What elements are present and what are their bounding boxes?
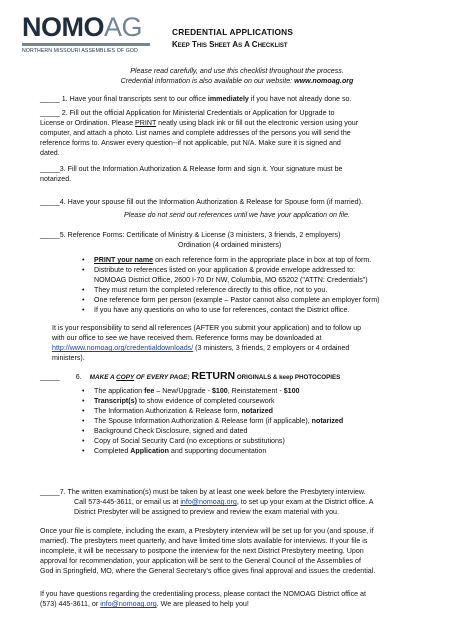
- contact-email-link[interactable]: info@nomoag.org: [100, 600, 157, 608]
- bullet-text: One reference form per person (example – Pastor cannot also complete an employer form): [94, 296, 380, 304]
- email-link[interactable]: info@nomoag.org: [180, 498, 237, 506]
- closing-line-1: Once your file is complete, including the exam, a Presbytery interview will be set up for you (and spouse, if: [40, 527, 374, 535]
- reference-bullet: [94, 265, 355, 276]
- bullet-text: They must return the completed reference directly to this office, not to you.: [94, 286, 328, 294]
- item-3-line-2: notarized.: [40, 175, 72, 183]
- bullet-text: The Information Authorization & Release form,: [94, 407, 242, 415]
- item-7-text: , to set up your exam at the District office. A: [236, 498, 374, 506]
- nomoag-logo: [22, 14, 158, 54]
- fee-amount-new: $100: [211, 387, 228, 395]
- closing-line-3: incomplete, it will be necessary to postpone the interview for the next District Presbytery meeting. Upon: [40, 547, 364, 555]
- item-6-copy: COPY: [116, 374, 135, 381]
- checkbox-blank[interactable]: _____: [40, 231, 60, 239]
- logo-word-main: NOMO: [22, 12, 104, 42]
- return-bullet: [94, 406, 273, 417]
- logo-tagline: NORTHERN MISSOURI ASSEMBLIES OF GOD: [22, 48, 138, 54]
- checkbox-blank[interactable]: _____: [40, 488, 60, 496]
- item-2-text: License or Ordination. Please: [40, 119, 136, 127]
- item-6-make: MAKE A: [89, 374, 117, 381]
- bullet-text: The Spouse Information Authorization & Release form (if applicable),: [94, 417, 312, 425]
- reference-bullet: [94, 255, 371, 266]
- item-4: [40, 197, 363, 208]
- contact-line-1: If you have questions regarding the credentialing process, please contact the NOMOAG District office at: [40, 590, 366, 598]
- checkbox-blank[interactable]: _____: [40, 198, 60, 206]
- item-2-text: 2. Fill out the official Application for Ministerial Credentials or Application for Upgrade to: [59, 109, 335, 117]
- item-2-line-2: [40, 118, 358, 129]
- item-4-text: 4. Have your spouse fill out the Information Authorization & Release for Spouse form (if married).: [59, 198, 363, 206]
- return-bullet: [94, 426, 247, 437]
- item-6-rest: ORIGINALS & keep PHOTOCOPIES: [235, 374, 341, 381]
- page-subtitle: Keep This Sheet As A Checklist: [172, 40, 288, 49]
- credential-downloads-link[interactable]: http://www.nomoag.org/credentialdownloads/: [52, 344, 194, 352]
- item-2-line-5: dated.: [40, 149, 60, 157]
- page-title: CREDENTIAL APPLICATIONS: [172, 27, 294, 37]
- item-5-line-1: [40, 230, 340, 241]
- return-bullet: [94, 386, 300, 397]
- bullet-text: If you have any questions on who to use for references, contact the District office.: [94, 306, 350, 314]
- print-name-emphasis: PRINT your name: [94, 256, 154, 264]
- bullet-text: Completed: [94, 447, 131, 455]
- item-7-line-3: District Presbyter will be assigned to preview and review the exam material with you.: [74, 508, 339, 516]
- item-2-print: PRINT: [135, 119, 157, 127]
- reference-bullet: [94, 295, 379, 306]
- bullet-text: The application: [94, 387, 145, 395]
- item-2-line-3: computer, and attach a photo. List names and complete addresses of the persons you will send the: [40, 129, 351, 137]
- intro-line-1: Please read carefully, and use this checklist throughout the process.: [130, 67, 344, 75]
- fee-label: fee: [144, 387, 155, 395]
- item-6-number: 6.: [75, 373, 82, 381]
- return-bullet: [94, 416, 343, 427]
- transcripts-label: Transcript(s): [94, 397, 137, 405]
- bullet-text: – New/Upgrade -: [154, 387, 212, 395]
- checkbox-blank[interactable]: _____: [40, 165, 60, 173]
- item-7-text: Call 573-445-3611, or email us at: [74, 498, 181, 506]
- item-1-text: 1. Have your final transcripts sent to our office: [59, 95, 208, 103]
- closing-line-5: God in Springfield, MO, where the General Secretary’s office gives final approval and issues the credential.: [40, 567, 376, 575]
- return-bullet: [94, 396, 275, 407]
- item-5-text: 5. Reference Forms: Certificate of Ministry & License (3 ministers, 3 friends, 2 employers): [59, 231, 341, 239]
- bullet-text: and supporting documentation: [168, 447, 267, 455]
- bullet-text: Background Check Disclosure, signed and dated: [94, 427, 248, 435]
- checkbox-blank[interactable]: _____: [40, 109, 60, 117]
- reference-bullet: [94, 285, 327, 296]
- bullet-text: Distribute to references listed on your application & provide envelope addressed to:: [94, 266, 356, 274]
- item-2-text: neatly using black ink or fill out the electronic version using your: [156, 119, 359, 127]
- intro-line-2: [0, 77, 474, 85]
- item-1-emphasis: immediately: [207, 95, 249, 103]
- references-para-line-4: ministers).: [52, 354, 85, 362]
- references-para-text: (3 ministers, 3 friends, 2 employers or 4 ordained: [193, 344, 350, 352]
- item-6-return: RETURN: [191, 370, 236, 382]
- notarized-label: notarized: [241, 407, 273, 415]
- checkbox-blank[interactable]: _____: [40, 373, 60, 381]
- item-6-heading: [40, 371, 340, 384]
- closing-line-2: married). The presbyters meet quarterly, and have limited time slots available for interviews. If your file is: [40, 537, 368, 545]
- bullet-text: on each reference form in the appropriate place in box at top of form.: [153, 256, 372, 264]
- item-1: [40, 94, 351, 105]
- notarized-label: notarized: [311, 417, 344, 425]
- item-5-line-2: Ordination (4 ordained ministers): [178, 241, 282, 249]
- item-2-line-1: [40, 108, 334, 119]
- return-bullet: [94, 446, 266, 457]
- logo-wordmark: [22, 14, 158, 41]
- fee-amount-reinstatement: $100: [283, 387, 300, 395]
- item-3-line-1: [40, 164, 342, 175]
- logo-word-accent: AG: [104, 12, 143, 42]
- contact-phone-text: (573) 445-3611, or: [40, 600, 101, 608]
- item-1-text-end: if you have not already done so.: [248, 95, 352, 103]
- reference-bullet: [94, 305, 349, 316]
- bullet-text: Copy of Social Security Card (no exceptions or substitutions): [94, 437, 285, 445]
- district-office-address: NOMOAG District Office, 2600 I-70 Dr NW, Columbia, MO 65202 ("ATTN: Credentials"): [94, 276, 368, 284]
- application-label: Application: [130, 447, 169, 455]
- references-para-line-3: [52, 343, 349, 354]
- item-6-of-every: OF EVERY PAGE;: [134, 374, 192, 381]
- intro-website-prefix: Credential information is also available on our website:: [120, 77, 295, 85]
- contact-line-2: [40, 599, 249, 610]
- references-note: Please do not send out references until we have your application on file.: [124, 211, 350, 219]
- logo-rule: [22, 43, 150, 46]
- references-para-line-2: with our office to see we have received them. Reference forms may be downloaded at: [52, 334, 322, 342]
- checkbox-blank[interactable]: _____: [40, 95, 60, 103]
- references-para-line-1: It is your responsibility to send all references (AFTER you submit your application) and to follow up: [52, 324, 362, 332]
- item-7-line-2: [74, 497, 374, 508]
- return-bullet: [94, 436, 285, 447]
- website-link[interactable]: www.nomoag.org: [294, 77, 354, 85]
- bullet-text: to show evidence of completed coursework: [136, 397, 275, 405]
- bullet-text: , Reinstatement -: [227, 387, 284, 395]
- item-3-text: 3. Fill out the Information Authorization & Release form and sign it. Your signature must be: [59, 165, 343, 173]
- item-2-line-4: reference forms to. Answer every question--if not applicable, put N/A. Make sure it is signed and: [40, 139, 341, 147]
- contact-text: . We are pleased to help you!: [156, 600, 249, 608]
- closing-line-4: approval for recommendation, your application will be sent to the General Council of the Assemblies of: [40, 557, 361, 565]
- item-7-line-1: [40, 487, 366, 498]
- item-7-text: 7. The written examination(s) must be taken by at least one week before the Presbytery interview.: [59, 488, 366, 496]
